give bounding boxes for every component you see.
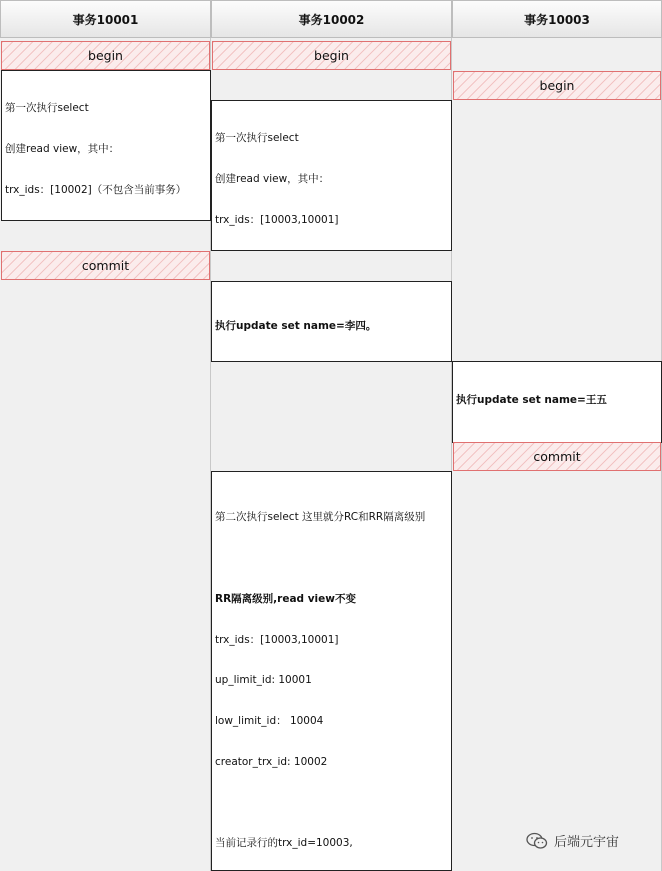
t10002-second-select: [211, 471, 452, 871]
rr-line: trx_ids：[10003,10001]: [215, 633, 339, 646]
t10003-begin: begin: [453, 71, 661, 100]
rr-line: up_limit_id: 10001: [215, 674, 312, 687]
update-title: 执行update set name=李四。: [215, 320, 377, 333]
t10003-commit: commit: [453, 442, 661, 471]
rr-line: 当前记录行的trx_id=10003,: [215, 837, 353, 850]
wechat-icon: [526, 832, 548, 850]
rr-line: creator_trx_id: 10002: [215, 755, 328, 768]
t10002-line: 第一次执行select: [215, 132, 299, 145]
rr-title: RR隔离级别,read view不变: [215, 592, 356, 605]
t10001-line: 第一次执行select: [5, 102, 89, 115]
header-t10001: 事务10001: [0, 0, 211, 38]
second-intro: 第二次执行select 这里就分RC和RR隔离级别: [215, 511, 426, 524]
watermark: [526, 831, 619, 850]
t10002-first-select: [211, 100, 452, 251]
rr-line: [215, 797, 448, 811]
rr-line: low_limit_id： 10004: [215, 715, 324, 728]
header-t10002: 事务10002: [211, 0, 452, 38]
t10002-update: [211, 281, 452, 362]
header-t10003: 事务10003: [452, 0, 662, 38]
t10001-commit: commit: [1, 251, 210, 280]
t10001-line: 创建read view，其中：: [5, 142, 120, 155]
t10002-begin: begin: [212, 41, 451, 70]
spacer: [215, 552, 448, 566]
t10001-begin: begin: [1, 41, 210, 70]
t10003-update: [452, 361, 662, 443]
t10001-line: trx_ids：[10002]（不包含当前事务）: [5, 183, 187, 196]
t10001-first-select: [1, 70, 211, 221]
watermark-text: 后端元宇宙: [554, 835, 620, 850]
update-title: 执行update set name=王五: [456, 394, 607, 407]
t10002-line: 创建read view，其中：: [215, 172, 330, 185]
spacer: [215, 361, 448, 362]
t10002-line: trx_ids：[10003,10001]: [215, 213, 339, 226]
